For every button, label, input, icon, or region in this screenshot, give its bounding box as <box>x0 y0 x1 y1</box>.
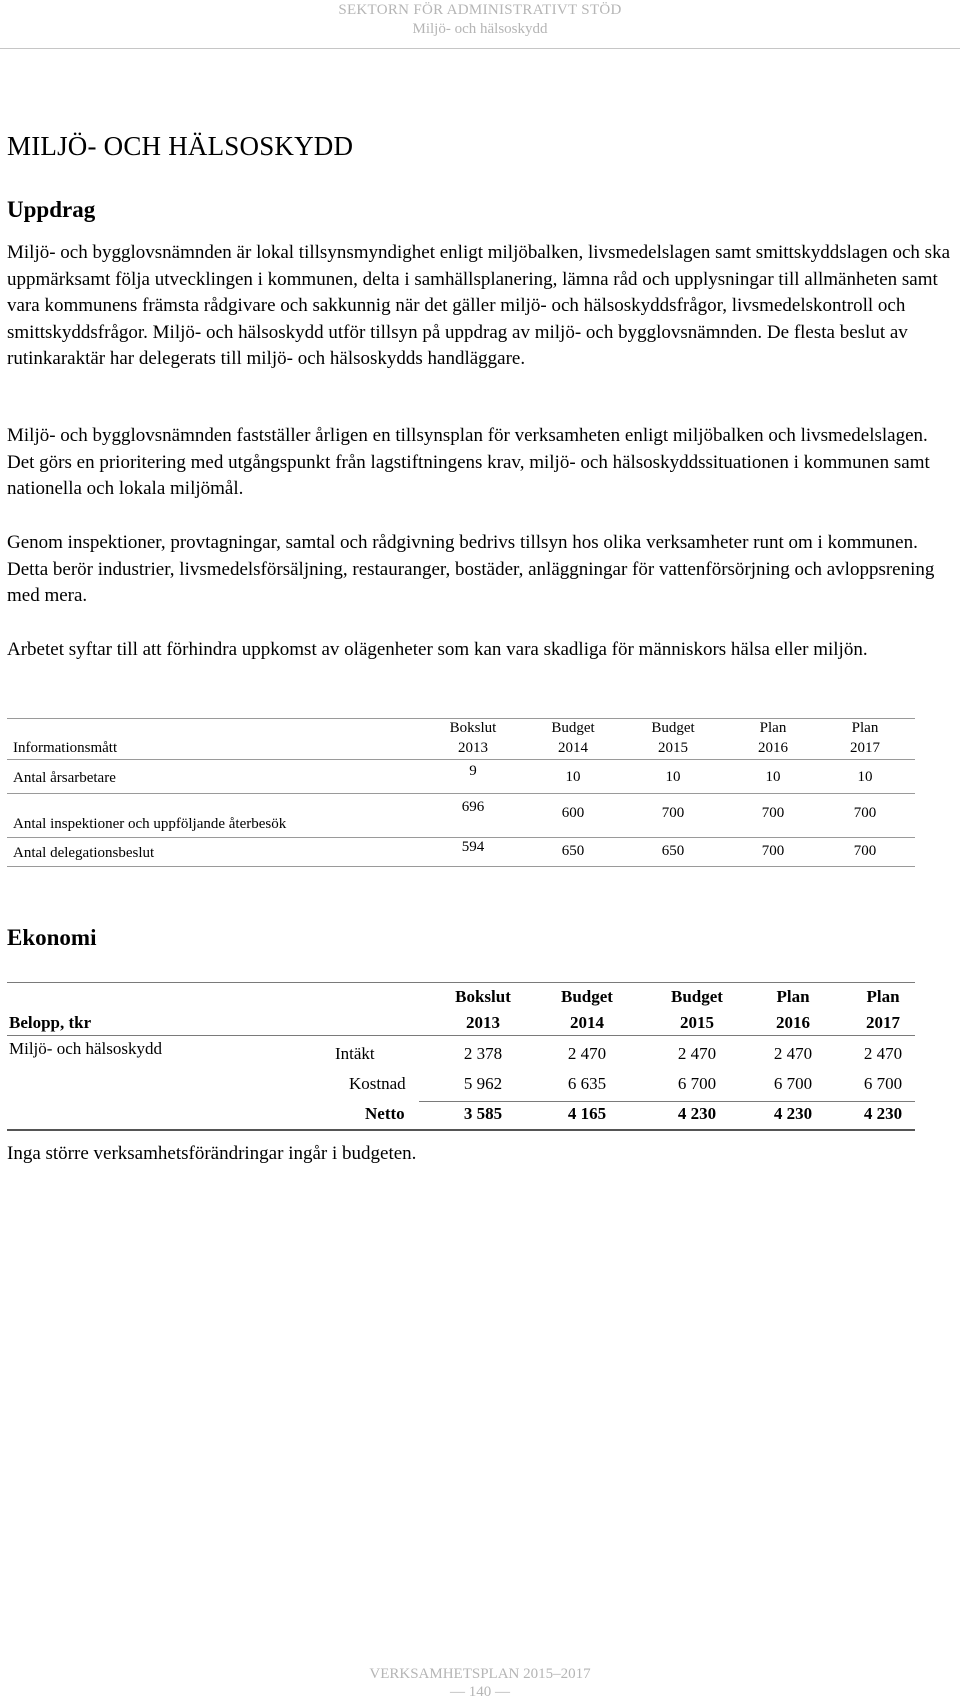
table-cell: 4 230 <box>863 1104 903 1123</box>
column-header: Plan <box>776 987 810 1006</box>
table-cell: 10 <box>565 769 581 785</box>
table-cell: 4 230 <box>773 1104 813 1123</box>
table-rule <box>7 982 915 983</box>
column-year: 2017 <box>866 1013 900 1032</box>
column-header-label: Belopp, tkr <box>9 1013 92 1032</box>
column-header: Plan <box>851 720 879 736</box>
table-cell: 6 700 <box>773 1074 813 1093</box>
column-header-label: Informationsmått <box>13 740 118 756</box>
table-cell: 696 <box>461 799 485 815</box>
table-rule <box>7 866 915 867</box>
header-sector: SEKTORN FÖR ADMINISTRATIVT STÖD <box>338 2 622 18</box>
table-cell: 6 700 <box>863 1074 903 1093</box>
table-rule <box>7 793 915 794</box>
table-cell: 3 585 <box>463 1104 503 1123</box>
table-cell: 4 165 <box>567 1104 607 1123</box>
paragraph: Arbetet syftar till att förhindra uppkomst av olägenheter som kan vara skadliga för människors hälsa eller miljön. <box>7 639 868 660</box>
table-cell: 594 <box>461 839 485 855</box>
paragraph: Miljö- och bygglovsnämnden är lokal tillsynsmyndighet enligt miljöbalken, livsmedelslagen samt smittskyddslagen och ska uppmärksamt följa utvecklingen i kommunen, delta i samhällsplanering, lämna råd och upplysningar till allmänheten samt vara kommunens främsta rådgivare och sakkunnig när det gäller miljö- och hälsoskyddsfrågor, livsmedelskontroll och smittskyddsfrågor. Miljö- och hälsoskydd utför tillsyn på uppdrag av miljö- och bygglovsnämnden. De flesta beslut av rutinkaraktär har delegerats till miljö- och hälsoskydds handläggare. <box>7 242 951 369</box>
column-year: 2014 <box>570 1013 604 1032</box>
table-cell: 5 962 <box>463 1074 503 1093</box>
header-divider <box>0 48 960 49</box>
table-rule <box>7 759 915 760</box>
table-rule <box>7 1129 915 1131</box>
column-header: Plan <box>866 987 900 1006</box>
column-year: 2017 <box>850 740 880 756</box>
section-heading-uppdrag: Uppdrag <box>7 197 96 222</box>
column-header: Bokslut <box>449 720 497 736</box>
table-cell: 2 470 <box>773 1044 813 1063</box>
table-cell: 700 <box>661 805 685 821</box>
row-label: Netto <box>365 1104 405 1123</box>
row-label: Antal delegationsbeslut <box>13 845 155 861</box>
table-cell: 10 <box>665 769 681 785</box>
column-header: Bokslut <box>455 987 511 1006</box>
footer-title: VERKSAMHETSPLAN 2015–2017 <box>369 1666 591 1682</box>
table-cell: 2 470 <box>567 1044 607 1063</box>
table-cell: 700 <box>853 805 877 821</box>
table-cell: 10 <box>857 769 873 785</box>
table-rule <box>419 1101 915 1102</box>
page-number: — 140 — <box>450 1684 510 1700</box>
paragraph: Genom inspektioner, provtagningar, samtal och rådgivning bedrivs tillsyn hos olika verksamheter runt om i kommunen. Detta berör industrier, livsmedelsförsäljning, restauranger, bostäder, anläggningar för vattenförsörjning och avloppsrening med mera. <box>7 532 935 606</box>
table-cell: 9 <box>469 763 477 779</box>
row-label: Antal årsarbetare <box>13 770 116 786</box>
table-cell: 650 <box>561 843 585 859</box>
table-cell: 2 470 <box>677 1044 717 1063</box>
table-cell: 6 700 <box>677 1074 717 1093</box>
unit-label: Miljö- och hälsoskydd <box>9 1039 162 1058</box>
column-header: Plan <box>759 720 787 736</box>
table-rule <box>7 1035 915 1036</box>
table-rule <box>7 718 915 719</box>
table-cell: 650 <box>661 843 685 859</box>
table-cell: 4 230 <box>677 1104 717 1123</box>
table-cell: 2 470 <box>863 1044 903 1063</box>
column-year: 2013 <box>466 1013 500 1032</box>
table-cell: 700 <box>761 843 785 859</box>
closing-paragraph: Inga större verksamhetsförändringar ingår i budgeten. <box>7 1143 417 1164</box>
column-year: 2016 <box>758 740 788 756</box>
column-year: 2015 <box>680 1013 714 1032</box>
table-cell: 600 <box>561 805 585 821</box>
column-year: 2016 <box>776 1013 810 1032</box>
column-header: Budget <box>561 987 613 1006</box>
row-label: Intäkt <box>335 1044 375 1063</box>
page-title: MILJÖ- OCH HÄLSOSKYDD <box>7 131 354 161</box>
column-year: 2014 <box>558 740 588 756</box>
table-rule <box>7 837 915 838</box>
column-year: 2013 <box>458 740 488 756</box>
table-cell: 700 <box>853 843 877 859</box>
row-label: Kostnad <box>349 1074 406 1093</box>
column-header: Budget <box>671 987 723 1006</box>
column-header: Budget <box>551 720 595 736</box>
table-cell: 10 <box>765 769 781 785</box>
table-cell: 6 635 <box>567 1074 607 1093</box>
column-header: Budget <box>651 720 695 736</box>
section-heading-ekonomi: Ekonomi <box>7 925 97 950</box>
column-year: 2015 <box>658 740 688 756</box>
table-cell: 700 <box>761 805 785 821</box>
header-unit: Miljö- och hälsoskydd <box>412 21 548 37</box>
row-label: Antal inspektioner och uppföljande återbesök <box>13 816 287 832</box>
table-cell: 2 378 <box>463 1044 503 1063</box>
paragraph: Miljö- och bygglovsnämnden fastställer årligen en tillsynsplan för verksamheten enligt miljöbalken och livsmedelslagen. Det görs en prioritering med utgångspunkt från lagstiftningens krav, miljö- och hälsoskyddssituationen i kommunen samt nationella och lokala miljömål. <box>7 425 930 499</box>
